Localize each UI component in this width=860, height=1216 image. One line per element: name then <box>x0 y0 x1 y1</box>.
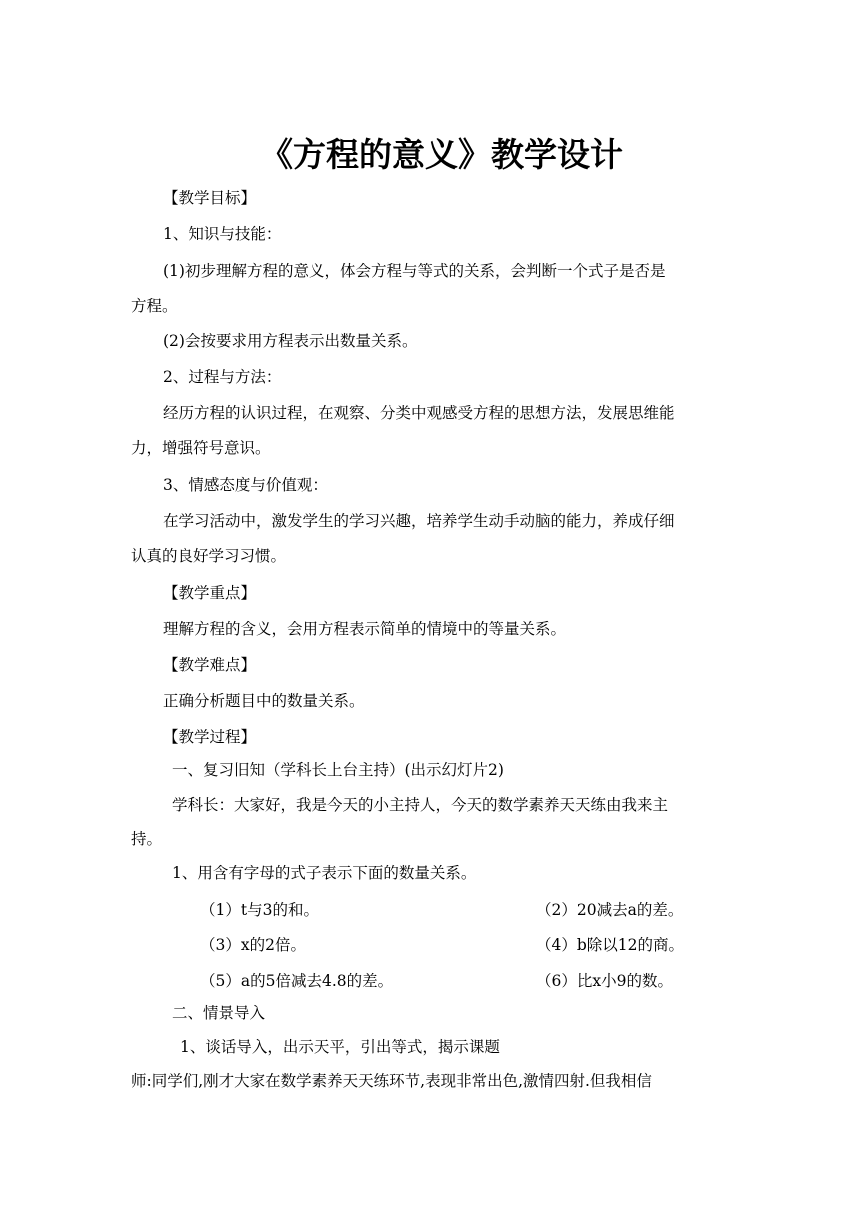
exercise-item: （6）比x小9的数。 <box>536 972 673 990</box>
host-intro-line-1: 学科长：大家好，我是今天的小主持人，今天的数学素养天天练由我来主 <box>172 796 669 814</box>
teacher-line: 师:同学们,刚才大家在数学素养天天练环节,表现非常出色,激情四射.但我相信 <box>131 1072 652 1090</box>
section-heading-process: 【教学过程】 <box>163 728 257 746</box>
section-heading-key: 【教学重点】 <box>163 584 257 602</box>
host-intro-line-2: 持。 <box>131 830 163 848</box>
process-section-1: 一、复习旧知（学科长上台主持）(出示幻灯片2) <box>172 761 504 779</box>
goal-2-paragraph-line-1: 经历方程的认识过程，在观察、分类中观感受方程的思想方法，发展思维能 <box>163 404 675 422</box>
section-heading-goals: 【教学目标】 <box>163 189 257 207</box>
key-text: 理解方程的含义，会用方程表示简单的情境中的等量关系。 <box>163 620 567 638</box>
exercise-item: （2）20减去a的差。 <box>536 901 684 919</box>
goal-2-paragraph-line-2: 力，增强符号意识。 <box>131 439 271 457</box>
document-title: 《方程的意义》教学设计 <box>260 135 623 174</box>
goal-3-heading: 3、情感态度与价值观： <box>163 476 328 494</box>
goal-1-paragraph-2: (2)会按要求用方程表示出数量关系。 <box>163 332 418 350</box>
exercise-heading: 1、用含有字母的式子表示下面的数量关系。 <box>172 864 477 882</box>
goal-1-paragraph-1-line-1: (1)初步理解方程的意义，体会方程与等式的关系，会判断一个式子是否是 <box>163 262 666 280</box>
goal-1-paragraph-1-line-2: 方程。 <box>131 297 178 315</box>
goal-3-paragraph-line-1: 在学习活动中，激发学生的学习兴趣，培养学生动手动脑的能力，养成仔细 <box>163 512 675 530</box>
difficulty-text: 正确分析题目中的数量关系。 <box>163 692 365 710</box>
goal-2-heading: 2、过程与方法： <box>163 368 282 386</box>
goal-1-heading: 1、知识与技能： <box>163 225 282 243</box>
exercise-item: （1）t与3的和。 <box>200 901 319 919</box>
goal-3-paragraph-line-2: 认真的良好学习习惯。 <box>131 547 287 565</box>
exercise-item: （4）b除以12的商。 <box>536 936 685 954</box>
section-heading-difficulty: 【教学难点】 <box>163 656 257 674</box>
exercise-item: （5）a的5倍减去4.8的差。 <box>200 972 394 990</box>
process-section-2: 二、情景导入 <box>172 1004 266 1022</box>
process-sub-1: 1、谈话导入，出示天平，引出等式，揭示课题 <box>180 1038 500 1056</box>
exercise-item: （3）x的2倍。 <box>200 936 306 954</box>
